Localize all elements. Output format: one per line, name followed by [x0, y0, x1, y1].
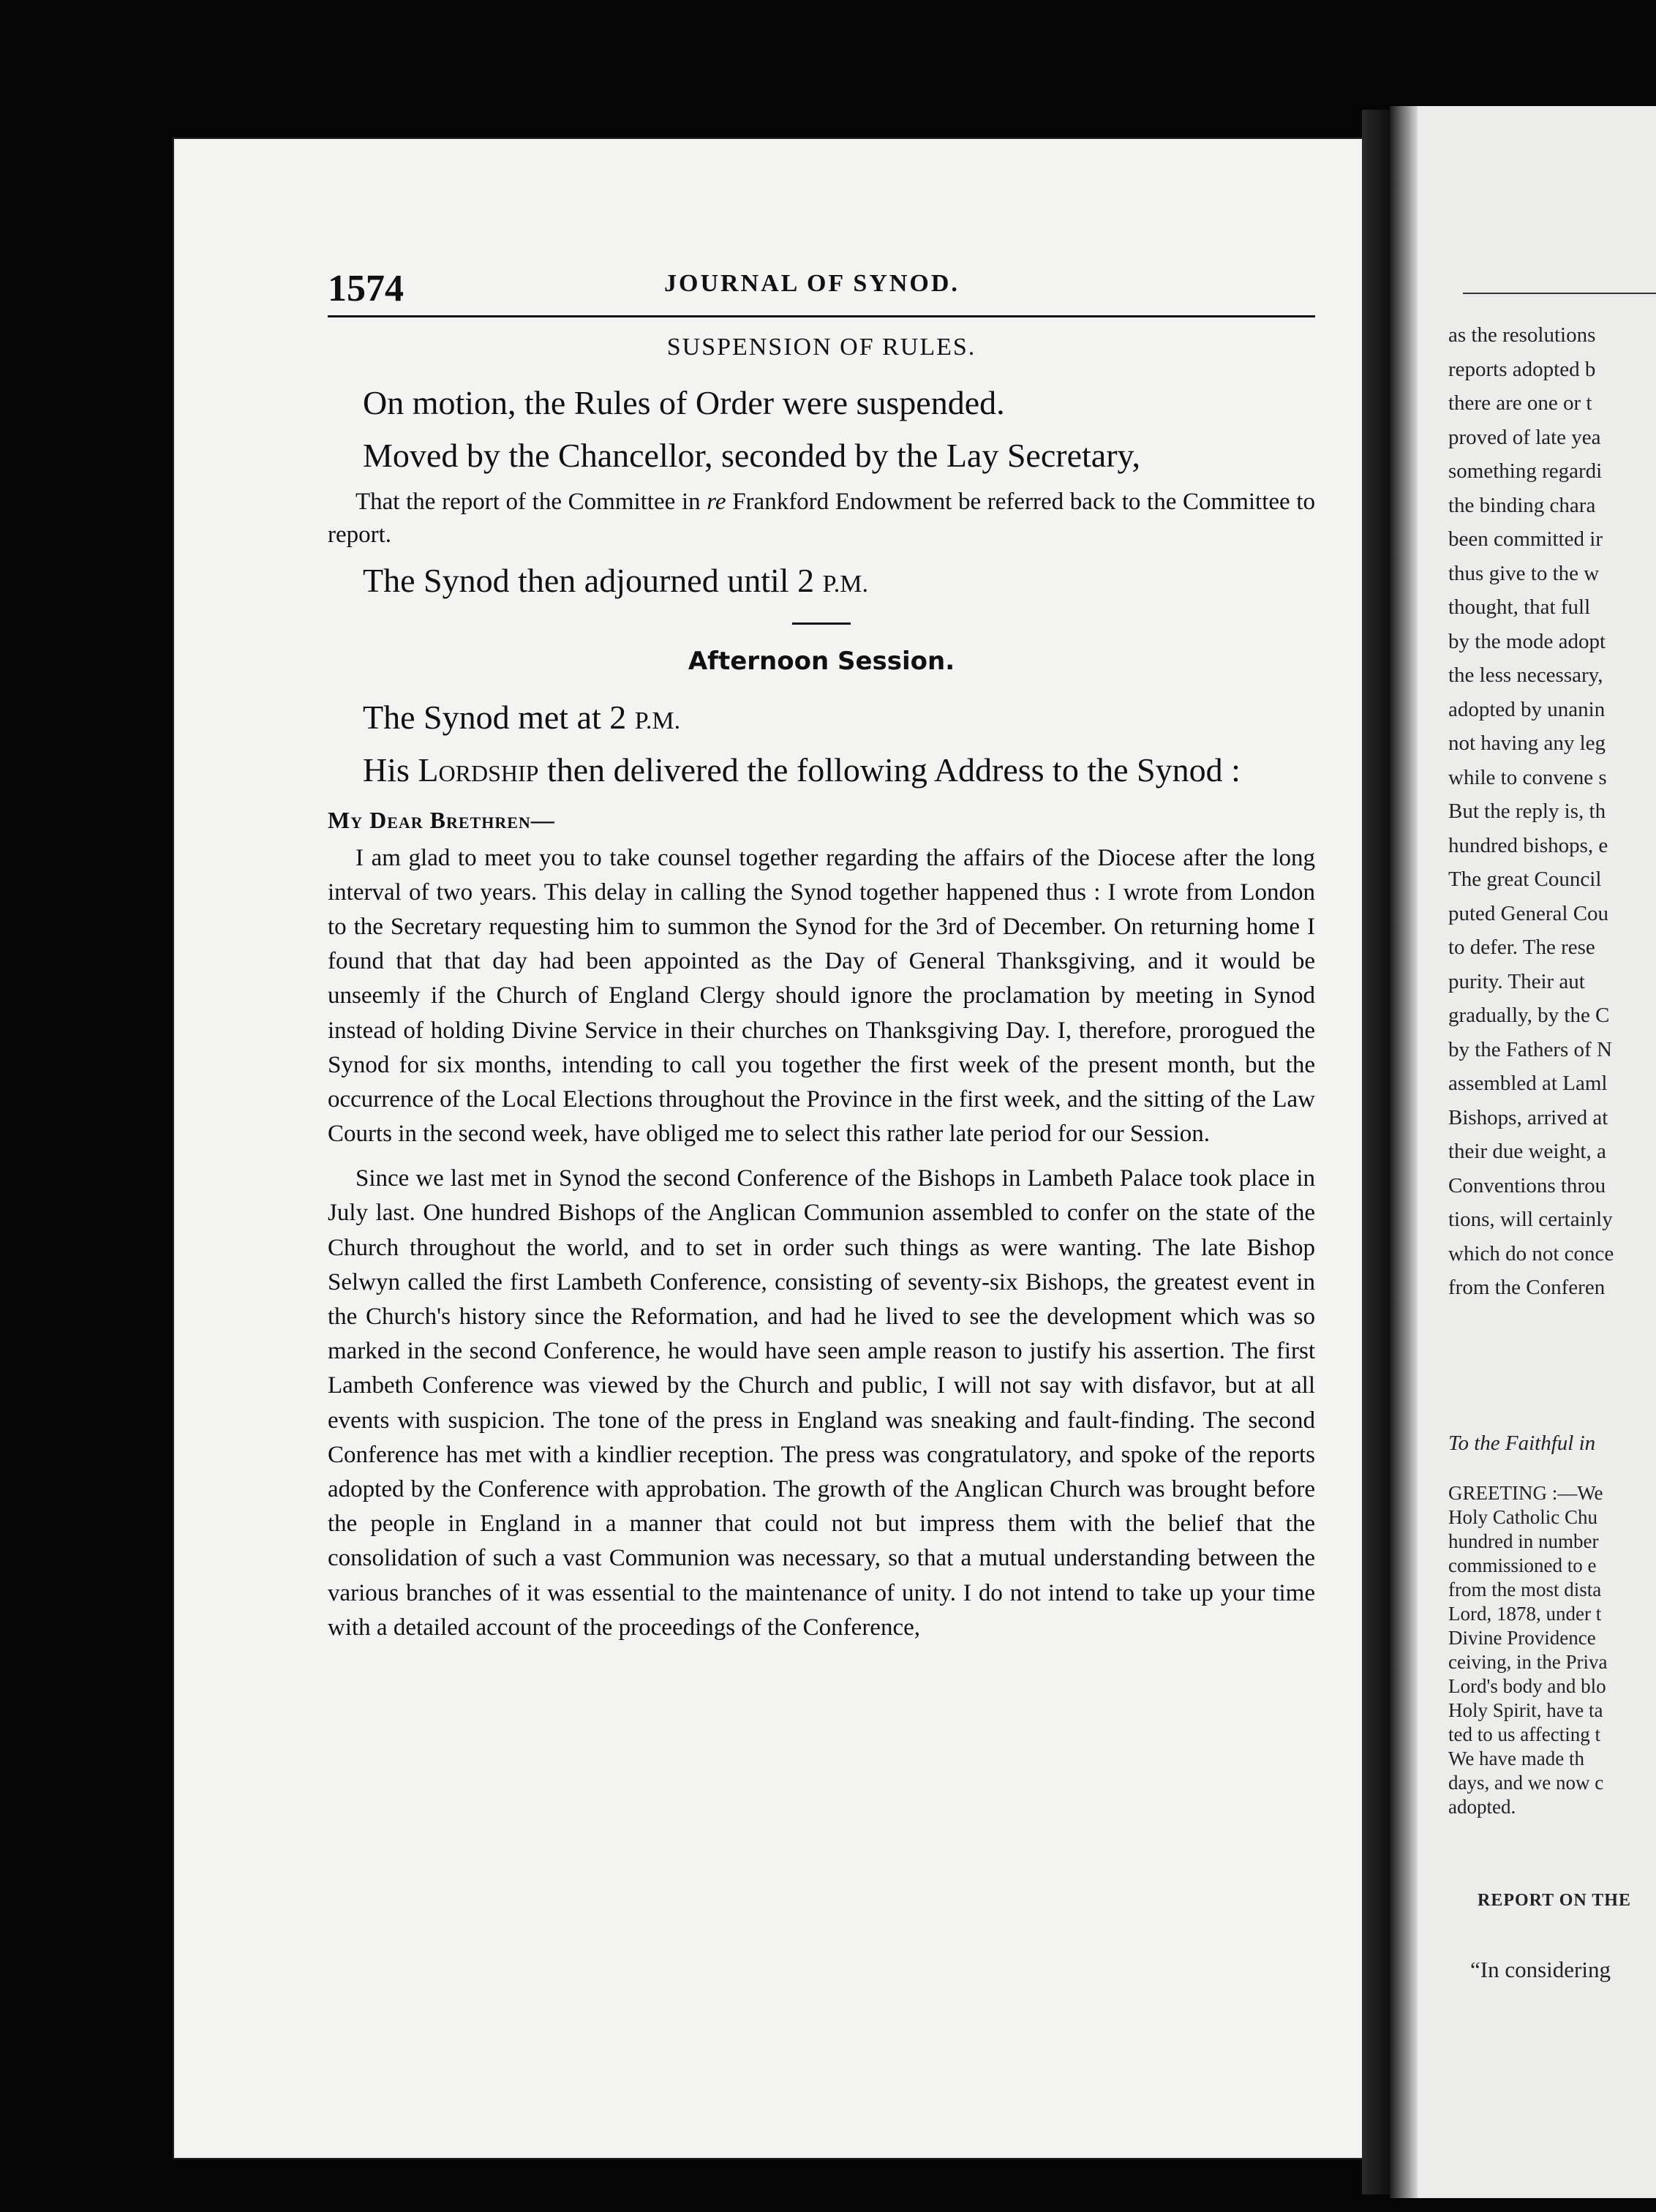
right-text-line: which do not conce — [1448, 1241, 1614, 1265]
right-text-line: hundred bishops, e — [1448, 833, 1608, 857]
moved-line: Moved by the Chancellor, seconded by the Lay Secretary, — [363, 437, 1141, 475]
address-text-b: then delivered the following Address to the Synod : — [538, 751, 1241, 789]
right-small-text — [1448, 1481, 1607, 1819]
right-report-heading: REPORT ON THE — [1478, 1891, 1631, 1910]
right-header-rule — [1463, 293, 1656, 294]
right-text-line: puted General Cou — [1448, 901, 1609, 925]
right-text-line: But the reply is, th — [1448, 800, 1606, 823]
session-title: Afternoon Session. — [688, 647, 955, 677]
section-divider — [792, 622, 851, 625]
right-text-line: to defer. The rese — [1448, 936, 1595, 959]
address-paragraph-2: Since we last met in Synod the second Conference of the Bishops in Lambeth Palace took place in July last. One hundred Bishops of the Anglican Communion assembled to confer on the state of the Church throughout the world, and to set in order such things as were wanting. The late Bishop Selwyn called the first Lambeth Conference, consisting of seventy-six Bishops, the greatest event in the Church's history since the Reformation, and had he lived to see the development which was so marked in the second Conference, he would have seen ample reason to justify his assertion. The first Lambeth Conference was viewed by the Church and public, I will not say with disfavor, but at all events with suspicion. The tone of the press in England was sneaking and fault-finding. The second Conference has met with a kindlier reception. The press was congratulatory, and spoke of the reports adopted by the Conference with approbation. The growth of the Anglican Church was brought before the people in England in a manner that could not but impress them with the belief that the consolidation of such a vast Communion was necessary, so that a mutual understanding between the various branches of it was essential to the maintenance of unity. I do not intend to take up your time with a detailed account of the proceedings of the Conference, — [328, 1165, 1315, 1641]
right-text-line: the binding chara — [1448, 493, 1596, 517]
book-spine — [1390, 106, 1418, 2198]
section-heading: SUSPENSION OF RULES. — [666, 334, 976, 361]
met-line — [363, 695, 1315, 740]
right-text-line: reports adopted b — [1448, 357, 1596, 381]
address-lordship: Lordship — [418, 751, 539, 789]
right-text-line: We have made th — [1448, 1748, 1584, 1769]
right-italic-line: To the Faithful in — [1448, 1432, 1596, 1455]
right-text-line: assembled at Laml — [1448, 1072, 1608, 1095]
right-text-line: hundred in number — [1448, 1530, 1599, 1552]
right-page-text — [1448, 318, 1656, 1305]
right-text-line: their due weight, a — [1448, 1140, 1606, 1163]
running-head — [328, 267, 1315, 311]
right-text-line: Lord, 1878, under t — [1448, 1603, 1602, 1625]
right-text-line: adopted. — [1448, 1796, 1516, 1818]
right-text-line: purity. Their aut — [1448, 969, 1585, 993]
met-pm: P.M. — [634, 707, 681, 735]
resolution-text — [328, 486, 1315, 551]
address-text-a: His — [363, 751, 418, 789]
right-text-line: Conventions throu — [1448, 1173, 1606, 1197]
salutation: My Dear Brethren— — [328, 806, 555, 833]
header-rule — [328, 315, 1315, 317]
motion-line: On motion, the Rules of Order were suspended. — [363, 384, 1005, 421]
right-text-line: ted to us affecting t — [1448, 1723, 1600, 1745]
right-text-line: while to convene s — [1448, 765, 1607, 789]
right-text-line: something regardi — [1448, 459, 1603, 483]
resolution-text-b: Frankford Endowment be referred back to the Committee to report. — [328, 489, 1315, 548]
right-text-line: tions, will certainly — [1448, 1208, 1613, 1231]
right-page — [1390, 106, 1656, 2198]
right-text-line: as the resolutions — [1448, 323, 1596, 347]
right-text-line: Holy Catholic Chu — [1448, 1506, 1597, 1528]
right-text-line: gradually, by the C — [1448, 1004, 1610, 1027]
right-text-line: Bishops, arrived at — [1448, 1105, 1608, 1129]
right-text-line: commissioned to e — [1448, 1554, 1597, 1576]
right-text-line: adopted by unanin — [1448, 697, 1606, 721]
right-text-line: thought, that full — [1448, 595, 1591, 619]
page-number: 1574 — [328, 268, 404, 309]
right-quote-start: “In considering — [1470, 1957, 1611, 1982]
right-text-line: Holy Spirit, have ta — [1448, 1699, 1603, 1721]
right-text-line: been committed ir — [1448, 527, 1603, 551]
adjourn-line — [363, 558, 1315, 603]
right-text-line: by the Fathers of N — [1448, 1037, 1612, 1061]
resolution-text-a: That the report of the Committee in — [355, 489, 707, 516]
right-text-line: days, and we now c — [1448, 1772, 1604, 1794]
right-text-line: ceiving, in the Priva — [1448, 1651, 1608, 1673]
right-text-line: thus give to the w — [1448, 561, 1600, 585]
right-text-line: GREETING :—We — [1448, 1482, 1603, 1504]
address-line — [328, 748, 1315, 793]
right-text-line: Divine Providence — [1448, 1627, 1596, 1649]
left-page — [174, 139, 1366, 2158]
journal-title: JOURNAL OF SYNOD. — [664, 270, 960, 297]
resolution-re: re — [707, 489, 726, 516]
adjourn-text: The Synod then adjourned until 2 — [363, 562, 823, 600]
right-text-line: by the mode adopt — [1448, 629, 1606, 653]
right-text-line: there are one or t — [1448, 391, 1592, 415]
right-text-line: the less necessary, — [1448, 663, 1603, 687]
right-text-line: proved of late yea — [1448, 425, 1601, 449]
adjourn-pm: P.M. — [822, 571, 868, 598]
left-page-content — [328, 267, 1315, 1655]
right-text-line: from the most dista — [1448, 1579, 1602, 1600]
address-paragraph-1: I am glad to meet you to take counsel together regarding the affairs of the Diocese after the long interval of two years. This delay in calling the Synod together happened thus : I wrote from London to the Secretary requesting him to summon the Synod for the 3rd of December. On returning home I found that that day had been appointed as the Day of General Thanksgiving, and it would be unseemly if the Church of England Clergy should ignore the proclamation by meeting in Synod instead of holding Divine Service in their churches on Thanksgiving Day. I, therefore, prorogued the Synod for six months, intending to call you together the first week of the present month, but the occurrence of the Local Elections throughout the Province in the first week, and the sitting of the Law Courts in the second week, have obliged me to select this rather late period for our Session. — [328, 844, 1315, 1148]
right-text-line: not having any leg — [1448, 731, 1606, 755]
right-text-line: from the Conferen — [1448, 1276, 1606, 1299]
met-text: The Synod met at 2 — [363, 699, 635, 737]
right-text-line: The great Council — [1448, 868, 1602, 891]
right-text-line: Lord's body and blo — [1448, 1675, 1606, 1697]
